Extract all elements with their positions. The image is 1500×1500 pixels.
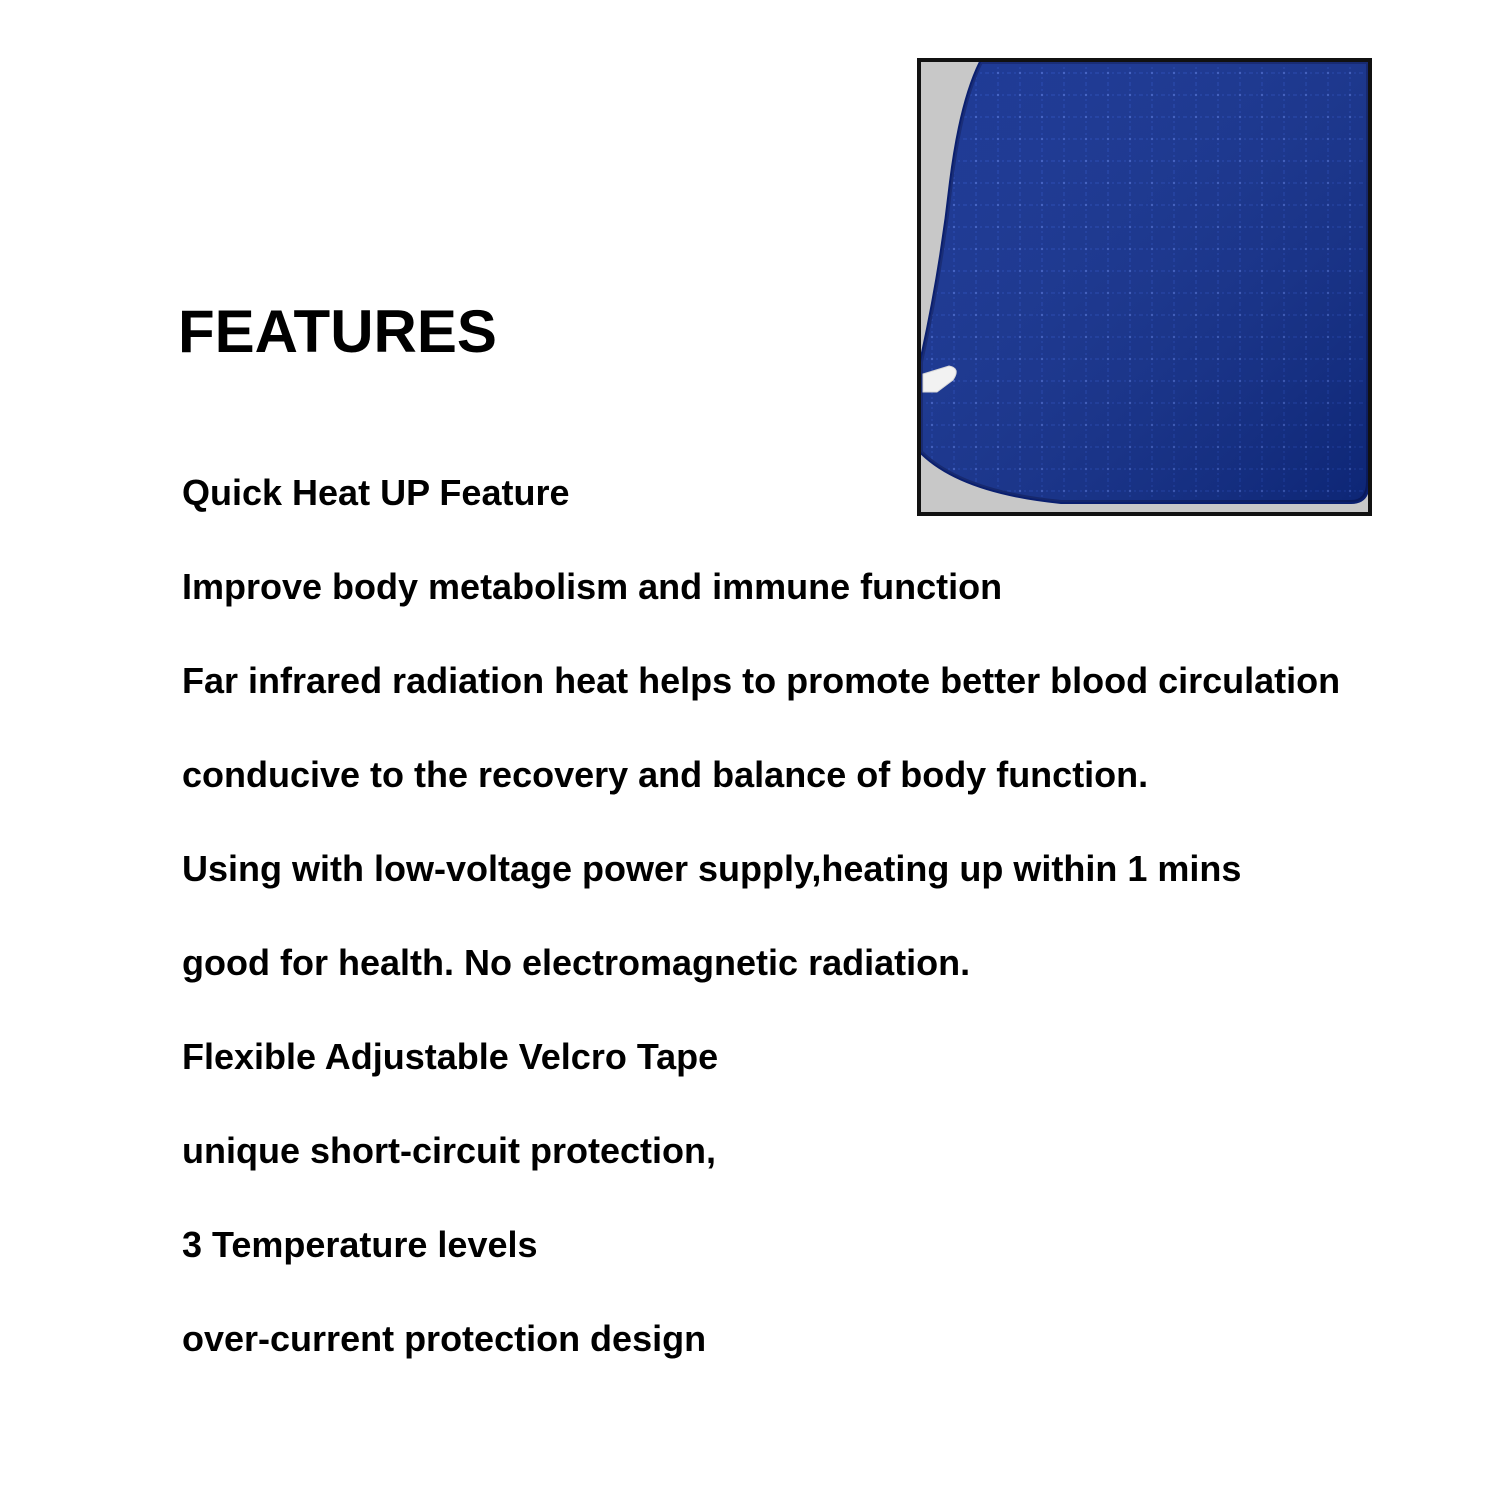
feature-item: unique short-circuit protection, <box>182 1130 717 1171</box>
feature-item: Far infrared radiation heat helps to promote better blood circulation <box>182 660 1341 701</box>
feature-item: over-current protection design <box>182 1318 707 1359</box>
heating-pad-image <box>921 62 1368 512</box>
feature-item: Quick Heat UP Feature <box>182 472 570 513</box>
feature-item: Using with low-voltage power supply,heating up within 1 mins <box>182 848 1242 889</box>
feature-item: 3 Temperature levels <box>182 1224 538 1265</box>
feature-item: conducive to the recovery and balance of body function. <box>182 754 1149 795</box>
feature-item: good for health. No electromagnetic radiation. <box>182 942 971 983</box>
feature-list <box>182 446 1340 1386</box>
feature-item: Flexible Adjustable Velcro Tape <box>182 1036 719 1077</box>
feature-item: Improve body metabolism and immune function <box>182 566 1003 607</box>
page-title: FEATURES <box>178 298 497 365</box>
